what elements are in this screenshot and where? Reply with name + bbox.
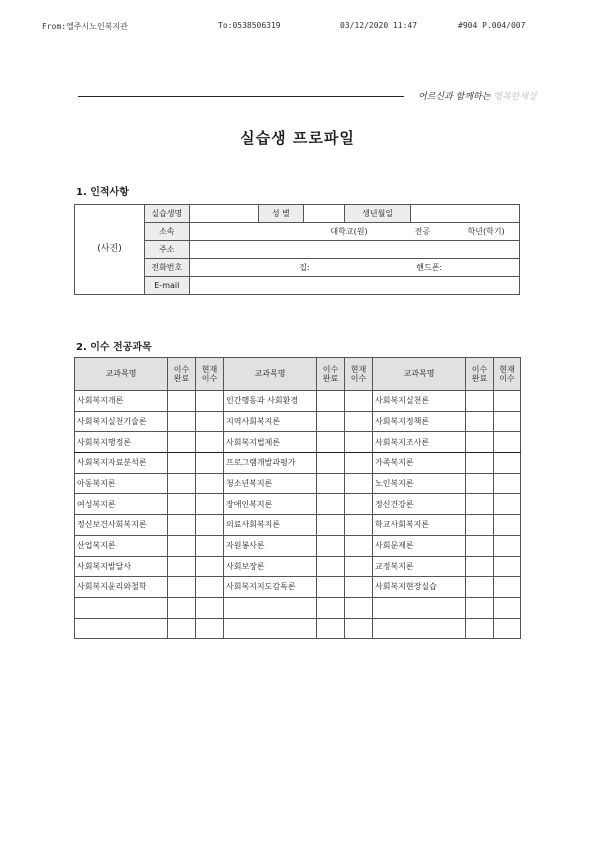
completed-checkbox[interactable] xyxy=(466,473,494,494)
completed-checkbox[interactable] xyxy=(466,453,494,474)
in-progress-checkbox[interactable] xyxy=(494,556,521,577)
school-field[interactable] xyxy=(189,223,519,241)
col-now-1 xyxy=(196,358,224,391)
email-field[interactable] xyxy=(189,277,519,295)
in-progress-checkbox[interactable] xyxy=(345,473,373,494)
in-progress-checkbox[interactable] xyxy=(196,494,224,515)
in-progress-checkbox[interactable] xyxy=(494,391,521,412)
slogan-faint: 행복한세상 xyxy=(493,92,537,102)
course-row xyxy=(75,556,521,577)
in-progress-checkbox[interactable] xyxy=(494,411,521,432)
course-name: 사회복지지도감독론 xyxy=(224,577,317,598)
course-name xyxy=(373,597,466,618)
section2-heading: 2. 이수 전공과목 xyxy=(76,342,152,353)
course-row xyxy=(75,432,521,453)
course-name: 사회복지현장실습 xyxy=(373,577,466,598)
in-progress-checkbox[interactable] xyxy=(196,597,224,618)
in-progress-checkbox[interactable] xyxy=(494,618,521,639)
completed-checkbox[interactable] xyxy=(317,535,345,556)
completed-checkbox[interactable] xyxy=(466,618,494,639)
in-progress-checkbox[interactable] xyxy=(196,391,224,412)
fax-datetime: 03/12/2020 11:47 xyxy=(340,21,418,30)
completed-checkbox[interactable] xyxy=(317,618,345,639)
col-course-2: 교과목명 xyxy=(224,358,317,391)
course-name: 프로그램개발과평가 xyxy=(224,453,317,474)
col-done-1 xyxy=(168,358,196,391)
completed-checkbox[interactable] xyxy=(466,597,494,618)
slogan-main: 어르신과 함께하는 xyxy=(418,92,491,102)
completed-checkbox[interactable] xyxy=(317,453,345,474)
completed-checkbox[interactable] xyxy=(317,473,345,494)
course-row xyxy=(75,535,521,556)
in-progress-checkbox[interactable] xyxy=(345,515,373,536)
completed-checkbox[interactable] xyxy=(168,411,196,432)
course-name: 교정복지론 xyxy=(373,556,466,577)
in-progress-checkbox[interactable] xyxy=(494,473,521,494)
school-suffix: 대학교(원) xyxy=(330,226,368,236)
course-name: 학교사회복지론 xyxy=(373,515,466,536)
completed-checkbox[interactable] xyxy=(168,432,196,453)
course-name: 정신건강론 xyxy=(373,494,466,515)
fax-header xyxy=(0,21,595,33)
personal-info-table xyxy=(74,204,520,295)
course-name: 정신보건사회복지론 xyxy=(75,515,168,536)
completed-checkbox[interactable] xyxy=(466,577,494,598)
in-progress-checkbox[interactable] xyxy=(345,411,373,432)
completed-checkbox[interactable] xyxy=(168,494,196,515)
address-field[interactable] xyxy=(189,241,519,259)
gender-field[interactable] xyxy=(303,205,345,223)
course-name: 장애인복지론 xyxy=(224,494,317,515)
completed-checkbox[interactable] xyxy=(317,411,345,432)
fax-from: From:엘주시노인복지관 xyxy=(42,22,128,31)
course-name: 노인복지론 xyxy=(373,473,466,494)
completed-checkbox[interactable] xyxy=(168,453,196,474)
in-progress-checkbox[interactable] xyxy=(196,618,224,639)
in-progress-checkbox[interactable] xyxy=(494,515,521,536)
course-name: 사회복지행정론 xyxy=(75,432,168,453)
course-name: 가족복지론 xyxy=(373,453,466,474)
completed-checkbox[interactable] xyxy=(466,556,494,577)
in-progress-checkbox[interactable] xyxy=(196,535,224,556)
photo-box[interactable]: (사진) xyxy=(75,205,145,295)
page-title: 실습생 프로파일 xyxy=(240,129,355,147)
completed-checkbox[interactable] xyxy=(168,597,196,618)
course-name: 자원봉사론 xyxy=(224,535,317,556)
in-progress-checkbox[interactable] xyxy=(345,432,373,453)
completed-checkbox[interactable] xyxy=(168,577,196,598)
completed-checkbox[interactable] xyxy=(466,535,494,556)
course-row xyxy=(75,453,521,474)
completed-checkbox[interactable] xyxy=(168,391,196,412)
fax-page: #904 P.004/007 xyxy=(458,21,526,30)
completed-checkbox[interactable] xyxy=(317,515,345,536)
col-done-line1: 이수 xyxy=(322,364,339,374)
course-name: 사회보장론 xyxy=(224,556,317,577)
course-name: 인간행동과 사회환경 xyxy=(224,391,317,412)
course-name: 사회복지개론 xyxy=(75,391,168,412)
course-name: 사회복지자료분석론 xyxy=(75,453,168,474)
completed-checkbox[interactable] xyxy=(466,391,494,412)
in-progress-checkbox[interactable] xyxy=(196,453,224,474)
course-header-row xyxy=(75,358,521,391)
col-now-2 xyxy=(345,358,373,391)
in-progress-checkbox[interactable] xyxy=(345,391,373,412)
col-now-line2: 이수 xyxy=(499,374,515,383)
in-progress-checkbox[interactable] xyxy=(345,535,373,556)
phone-field[interactable] xyxy=(189,259,519,277)
col-now-line1: 현재 xyxy=(201,364,218,374)
completed-checkbox[interactable] xyxy=(168,556,196,577)
course-table xyxy=(74,357,521,639)
completed-checkbox[interactable] xyxy=(317,391,345,412)
in-progress-checkbox[interactable] xyxy=(345,556,373,577)
col-course-3: 교과목명 xyxy=(373,358,466,391)
col-done-line2: 완료 xyxy=(471,374,488,383)
in-progress-checkbox[interactable] xyxy=(345,618,373,639)
col-done-3 xyxy=(466,358,494,391)
course-row xyxy=(75,391,521,412)
in-progress-checkbox[interactable] xyxy=(196,473,224,494)
phone-label: 전화번호 xyxy=(145,259,190,277)
in-progress-checkbox[interactable] xyxy=(196,556,224,577)
in-progress-checkbox[interactable] xyxy=(345,494,373,515)
in-progress-checkbox[interactable] xyxy=(196,577,224,598)
school-label: 소속 xyxy=(145,223,190,241)
section1-heading: 1. 인적사항 xyxy=(76,187,129,198)
in-progress-checkbox[interactable] xyxy=(494,577,521,598)
course-name: 사회복지법제론 xyxy=(224,432,317,453)
course-row xyxy=(75,515,521,536)
course-name xyxy=(224,597,317,618)
course-name: 사회복지정책론 xyxy=(373,411,466,432)
in-progress-checkbox[interactable] xyxy=(196,515,224,536)
course-name xyxy=(75,618,168,639)
completed-checkbox[interactable] xyxy=(168,535,196,556)
in-progress-checkbox[interactable] xyxy=(494,453,521,474)
completed-checkbox[interactable] xyxy=(466,494,494,515)
in-progress-checkbox[interactable] xyxy=(345,577,373,598)
in-progress-checkbox[interactable] xyxy=(494,494,521,515)
completed-checkbox[interactable] xyxy=(317,556,345,577)
in-progress-checkbox[interactable] xyxy=(345,453,373,474)
course-name: 청소년복지론 xyxy=(224,473,317,494)
in-progress-checkbox[interactable] xyxy=(494,535,521,556)
col-now-3 xyxy=(494,358,521,391)
course-name: 사회복지실천기술론 xyxy=(75,411,168,432)
completed-checkbox[interactable] xyxy=(317,432,345,453)
col-done-line2: 완료 xyxy=(322,374,339,383)
course-row xyxy=(75,618,521,639)
course-row xyxy=(75,411,521,432)
completed-checkbox[interactable] xyxy=(317,577,345,598)
completed-checkbox[interactable] xyxy=(317,494,345,515)
course-name: 사회복지발달사 xyxy=(75,556,168,577)
fax-to: To:0538506319 xyxy=(218,21,281,30)
major-suffix: 전공 xyxy=(414,226,431,236)
col-done-line1: 이수 xyxy=(173,364,190,374)
course-name xyxy=(373,618,466,639)
course-name xyxy=(224,618,317,639)
course-name: 지역사회복지론 xyxy=(224,411,317,432)
slogan xyxy=(418,89,537,102)
email-label: E-mail xyxy=(145,277,190,295)
col-course-1: 교과목명 xyxy=(75,358,168,391)
course-name: 사회문제론 xyxy=(373,535,466,556)
home-phone-label: 집: xyxy=(299,262,310,272)
in-progress-checkbox[interactable] xyxy=(196,411,224,432)
col-now-line1: 현재 xyxy=(499,364,515,374)
course-name: 사회복지윤리와철학 xyxy=(75,577,168,598)
address-label: 주소 xyxy=(145,241,190,259)
gender-label: 성 별 xyxy=(259,205,304,223)
header-rule xyxy=(78,96,404,97)
col-now-line2: 이수 xyxy=(201,374,218,383)
completed-checkbox[interactable] xyxy=(168,515,196,536)
col-now-line2: 이수 xyxy=(350,374,367,383)
in-progress-checkbox[interactable] xyxy=(494,597,521,618)
completed-checkbox[interactable] xyxy=(168,618,196,639)
name-label: 실습생명 xyxy=(145,205,190,223)
in-progress-checkbox[interactable] xyxy=(494,432,521,453)
col-now-line1: 현재 xyxy=(350,364,367,374)
completed-checkbox[interactable] xyxy=(466,411,494,432)
grade-suffix: 학년(학기) xyxy=(467,226,505,236)
col-done-line1: 이수 xyxy=(471,364,488,374)
course-row xyxy=(75,577,521,598)
completed-checkbox[interactable] xyxy=(317,597,345,618)
course-row xyxy=(75,597,521,618)
course-name: 사회복지조사론 xyxy=(373,432,466,453)
course-name: 여성복지론 xyxy=(75,494,168,515)
course-name: 아동복지론 xyxy=(75,473,168,494)
course-name xyxy=(75,597,168,618)
birth-field[interactable] xyxy=(410,205,519,223)
completed-checkbox[interactable] xyxy=(168,473,196,494)
course-name: 산업복지론 xyxy=(75,535,168,556)
in-progress-checkbox[interactable] xyxy=(345,597,373,618)
col-done-2 xyxy=(317,358,345,391)
name-field[interactable] xyxy=(189,205,258,223)
course-row xyxy=(75,494,521,515)
completed-checkbox[interactable] xyxy=(466,515,494,536)
course-row xyxy=(75,473,521,494)
completed-checkbox[interactable] xyxy=(466,432,494,453)
birth-label: 생년월일 xyxy=(345,205,411,223)
col-done-line2: 완료 xyxy=(173,374,190,383)
course-name: 의료사회복지론 xyxy=(224,515,317,536)
course-name: 사회복지실천론 xyxy=(373,391,466,412)
in-progress-checkbox[interactable] xyxy=(196,432,224,453)
mobile-phone-label: 핸드폰: xyxy=(416,262,443,272)
